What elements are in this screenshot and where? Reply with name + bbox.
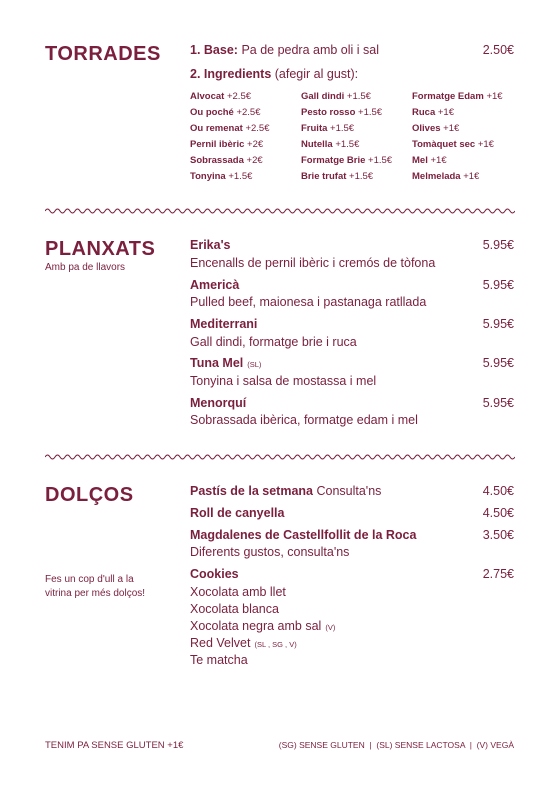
planxat-desc: Encenalls de pernil ibèric i cremós de tòfona — [190, 256, 436, 270]
footer-gluten-note: TENIM PA SENSE GLUTEN +1€ — [45, 740, 184, 751]
ingredient-item: Melmelada +1€ — [412, 171, 480, 182]
ingredient-item: Nutella +1.5€ — [301, 139, 360, 150]
side-note-line: Fes un cop d'ull a la — [45, 574, 134, 585]
cookies-name: Cookies — [190, 567, 239, 581]
planxat-name: Americà — [190, 278, 240, 292]
ingredients-heading — [190, 67, 358, 81]
ingredients-col-2 — [301, 89, 392, 185]
roll-name: Roll de canyella — [190, 506, 285, 520]
section-title-torrades: TORRADES — [45, 43, 161, 65]
ingredient-item: Ruca +1€ — [412, 107, 454, 118]
wave-divider — [45, 453, 515, 461]
cookies-price: 2.75€ — [482, 567, 514, 581]
ingredient-item: Alvocat +2.5€ — [190, 91, 252, 102]
footer-legend: (SG) SENSE GLUTEN | (SL) SENSE LACTOSA | (V) VEGÀ — [278, 740, 514, 750]
planxat-name: Mediterrani — [190, 317, 258, 331]
ingredients-col-3 — [412, 89, 503, 185]
ingredient-item: Sobrassada +2€ — [190, 155, 263, 166]
pastis-line — [190, 484, 381, 498]
side-note-line: vitrina per més dolços! — [45, 588, 146, 599]
magdalenes-name: Magdalenes de Castellfollit de la Roca — [190, 528, 417, 542]
ingredient-item: Ou poché +2.5€ — [190, 107, 261, 118]
magdalenes-price: 3.50€ — [482, 528, 514, 542]
ingredient-item: Tomàquet sec +1€ — [412, 139, 494, 150]
wave-divider — [45, 207, 515, 215]
planxat-desc: Pulled beef, maionesa i pastanaga ratllada — [190, 295, 427, 309]
planxat-desc: Sobrassada ibèrica, formatge edam i mel — [190, 413, 418, 427]
ingredient-item: Mel +1€ — [412, 155, 447, 166]
planxat-title-line — [190, 356, 261, 370]
ingredient-item: Ou remenat +2.5€ — [190, 123, 270, 134]
ingredient-item: Brie trufat +1.5€ — [301, 171, 374, 182]
planxat-desc: Gall dindi, formatge brie i ruca — [190, 335, 357, 349]
planxat-price: 5.95€ — [482, 396, 514, 410]
cookie-flavor: Xocolata negra amb sal (V) — [190, 619, 336, 633]
base-line — [190, 43, 379, 57]
planxats-subtitle: Amb pa de llavors — [45, 262, 126, 273]
ingredients-note: (afegir al gust): — [274, 67, 359, 81]
ingredient-item: Olives +1€ — [412, 123, 460, 134]
base-text: Pa de pedra amb oli i sal — [241, 43, 380, 57]
planxat-price: 5.95€ — [482, 278, 514, 292]
ingredient-item: Formatge Brie +1.5€ — [301, 155, 393, 166]
ingredient-item: Formatge Edam +1€ — [412, 91, 503, 102]
pastis-price: 4.50€ — [482, 484, 514, 498]
planxat-desc: Tonyina i salsa de mostassa i mel — [190, 374, 377, 388]
ingredient-item: Pesto rosso +1.5€ — [301, 107, 383, 118]
ingredients-label: 2. Ingredients — [190, 67, 272, 81]
magdalenes-desc: Diferents gustos, consulta'ns — [190, 545, 350, 559]
section-title-dolcos: DOLÇOS — [45, 484, 134, 506]
base-price: 2.50€ — [482, 43, 514, 57]
ingredient-item: Fruita +1.5€ — [301, 123, 355, 134]
planxat-name: Menorquí — [190, 396, 247, 410]
planxat-name: Tuna Mel — [190, 356, 244, 370]
diet-note: (SL) — [247, 360, 262, 369]
planxat-price: 5.95€ — [482, 356, 514, 370]
ingredients-col-1 — [190, 89, 269, 185]
planxat-name: Erika's — [190, 238, 231, 252]
pastis-extra: Consulta'ns — [316, 484, 382, 498]
cookie-flavor: Xocolata blanca — [190, 602, 279, 616]
dolcos-side-note — [45, 573, 145, 601]
pastis-name: Pastís de la setmana — [190, 484, 313, 498]
diet-note: (SL , SG , V) — [254, 640, 297, 649]
cookie-flavor: Te matcha — [190, 653, 248, 667]
ingredient-item: Gall dindi +1.5€ — [301, 91, 371, 102]
planxat-price: 5.95€ — [482, 317, 514, 331]
diet-note: (V) — [325, 623, 336, 632]
ingredient-item: Tonyina +1.5€ — [190, 171, 253, 182]
roll-price: 4.50€ — [482, 506, 514, 520]
cookie-flavor: Red Velvet (SL , SG , V) — [190, 636, 297, 650]
planxat-price: 5.95€ — [482, 238, 514, 252]
cookie-flavor: Xocolata amb llet — [190, 585, 286, 599]
base-label: 1. Base: — [190, 43, 238, 57]
ingredient-item: Pernil ibèric +2€ — [190, 139, 264, 150]
section-title-planxats: PLANXATS — [45, 238, 156, 260]
